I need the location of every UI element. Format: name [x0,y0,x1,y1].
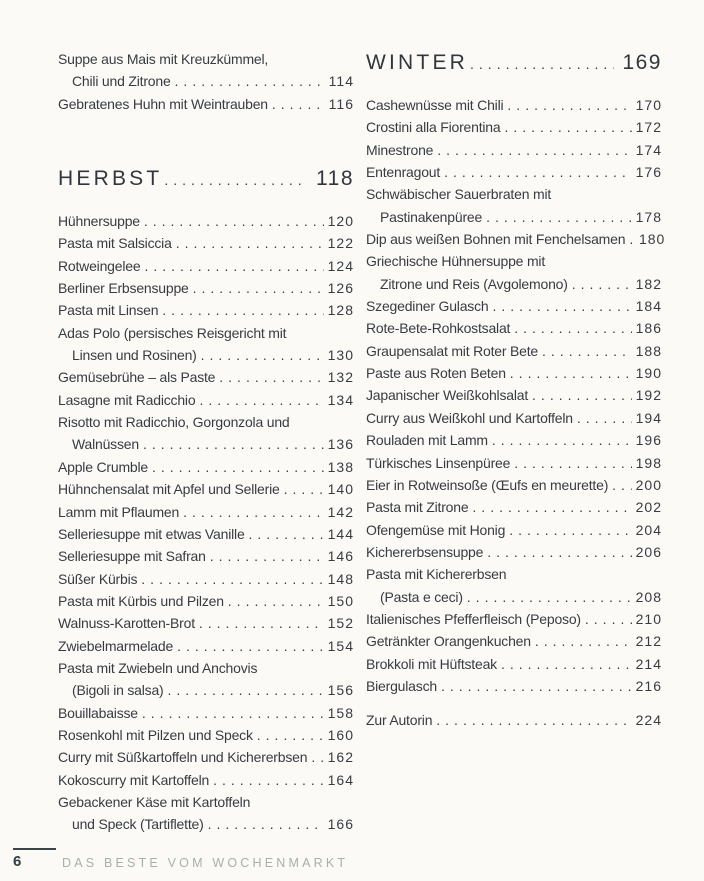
toc-entry [366,295,662,317]
dot-leader [612,474,632,496]
entry-title: Crostini alla Fiorentina [366,119,501,136]
entry-row [366,653,662,675]
entry-title: Pasta mit Salsiccia [58,235,172,252]
entry-page-number: 206 [635,543,662,560]
dot-leader [144,255,324,277]
toc-entry [58,635,354,657]
dot-leader [272,93,324,115]
toc-entry [366,429,662,451]
dot-leader [437,139,632,161]
toc-entry [58,791,354,836]
toc-entry [366,541,662,563]
dot-leader [201,344,324,366]
entry-row [366,474,662,496]
section-page-number: 169 [622,51,662,74]
entry-title: Cashewnüsse mit Chili [366,97,504,113]
entry-title: Apple Crumble [58,458,148,475]
toc-entry [58,456,354,478]
entry-row [366,429,662,451]
entry-title: Zur Autorin [366,712,433,729]
section-heading [366,48,662,79]
toc-entry [366,228,666,250]
entry-row [366,94,662,116]
entry-row [366,273,662,295]
entry-row [58,232,354,254]
dot-leader [532,384,632,406]
dot-leader [535,630,632,652]
entry-page-number: 150 [327,592,354,609]
entry-page-number: 114 [328,73,354,90]
section-heading [58,164,354,195]
entry-page-number: 186 [635,320,662,337]
toc-entry [58,277,354,299]
entry-page-number: 158 [327,704,354,721]
entry-title: Bouillabaisse [58,704,138,721]
dot-leader [441,675,632,697]
entry-title: (Pasta e ceci) [380,588,463,605]
toc-entry [366,161,662,183]
entry-row [58,702,354,724]
dot-leader [436,709,632,731]
entry-title: Pastinakenpüree [380,208,483,225]
toc-entry [58,478,354,500]
entry-page-number: 142 [327,503,354,520]
dot-leader [577,407,632,429]
entry-row [58,523,354,545]
dot-leader [542,340,632,362]
dot-leader [501,653,632,675]
entry-title: Rotweingelee [58,257,141,274]
toc-entry [366,496,662,518]
dot-leader [199,612,324,634]
entry-page-number: 204 [635,521,662,538]
entry-row [58,433,354,455]
entry-row [366,340,662,362]
dot-leader [514,317,632,339]
section-title: WINTER [366,51,469,74]
entry-title-line: Suppe aus Mais mit Kreuzkümmel, [58,51,269,67]
entry-title: Minestrone [366,141,434,158]
entry-page-number: 140 [327,481,354,498]
entry-title: Kokoscurry mit Kartoffeln [58,771,210,788]
entry-page-number: 152 [327,615,354,632]
toc-entry [366,407,662,429]
dot-leader [193,277,324,299]
entry-row [366,630,662,652]
entry-row [366,407,662,429]
dot-leader [162,299,324,321]
entry-title: Italienisches Pfefferfleisch (Peposo) [366,610,581,627]
footer-book-title: DAS BESTE VOM WOCHENMARKT [62,856,349,870]
dot-leader [492,295,632,317]
entry-page-number: 166 [327,816,354,833]
entry-page-number: 132 [327,369,354,386]
dot-leader [228,590,324,612]
entry-row [366,206,662,228]
entry-page-number: 160 [327,726,354,743]
toc-entry [58,210,354,232]
dot-leader [486,206,632,228]
entry-page-number: 116 [328,95,354,112]
dot-leader [284,478,324,500]
entry-title: Selleriesuppe mit Safran [58,548,206,565]
entry-title: Szegediner Gulasch [366,298,489,315]
entry-title: Süßer Kürbis [58,570,138,587]
entry-title: Berliner Erbsensuppe [58,280,189,297]
entry-page-number: 144 [327,525,354,542]
entry-title: Walnüssen [72,436,139,453]
entry-row [366,384,662,406]
entry-page-number: 210 [635,610,662,627]
toc-entry [366,317,662,339]
toc-entry [366,608,662,630]
entry-page-number: 172 [635,119,662,136]
entry-title-line: Pasta mit Zwiebeln und Anchovis [58,659,258,676]
entry-title: Rosenkohl mit Pilzen und Speck [58,726,253,743]
toc-entry [58,232,354,254]
dot-leader [141,568,324,590]
entry-title: Chili und Zitrone [72,73,171,90]
entry-title-line: Adas Polo (persisches Reisgericht mit [58,324,287,341]
toc-entry [58,769,354,791]
entry-row [366,228,666,250]
toc-entry [366,139,662,161]
dot-leader [213,769,324,791]
toc-entry [366,709,662,731]
dot-leader [199,389,324,411]
footer-rule [13,848,56,850]
entry-title: Kichererbsensuppe [366,543,484,560]
entry-page-number: 196 [635,432,662,449]
toc-entry [366,250,662,295]
toc-entry [58,93,354,115]
entry-title: Paste aus Roten Beten [366,365,506,382]
entry-row [58,456,354,478]
entry-row [58,590,354,612]
entry-title: Getränkter Orangenkuchen [366,633,531,650]
entry-title: Lamm mit Pflaumen [58,503,180,520]
entry-page-number: 184 [635,298,662,315]
dot-leader [249,523,324,545]
entry-row [366,161,662,183]
entry-page-number: 182 [635,275,662,292]
entry-title: Pasta mit Zitrone [366,499,469,516]
entry-row [366,608,662,630]
entry-title: Gebratenes Huhn mit Weintrauben [58,95,268,112]
entry-page-number: 120 [327,213,354,230]
toc-entry [58,568,354,590]
toc-entry [366,452,662,474]
entry-title: Pasta mit Kürbis und Pilzen [58,592,224,609]
toc-entry [58,48,354,93]
entry-title-line: Schwäbischer Sauerbraten mit [366,186,552,203]
dot-leader [164,165,306,195]
toc-entry [366,183,662,228]
entry-title: und Speck (Tartiflette) [72,816,204,833]
entry-page-number: 214 [635,655,662,672]
entry-page-number: 190 [635,365,662,382]
entry-page-number: 212 [635,633,662,650]
entry-row [58,746,354,768]
dot-leader [444,161,632,183]
entry-row [58,679,354,701]
dot-leader [572,273,632,295]
entry-title: Curry aus Weißkohl und Kartoffeln [366,409,573,426]
dot-leader [492,429,632,451]
toc-entry [58,590,354,612]
entry-row [366,116,662,138]
section-title: HERBST [58,167,163,191]
spacer [366,697,662,709]
entry-row [58,255,354,277]
toc-entry [366,474,662,496]
toc-entry [366,362,662,384]
toc-entry [58,299,354,321]
entry-row [58,344,354,366]
dot-leader [472,496,632,518]
toc-entry [58,724,354,746]
toc-entry [366,519,662,541]
dot-leader [487,541,632,563]
entry-page-number: 128 [327,302,354,319]
entry-page-number: 164 [327,771,354,788]
dot-leader [142,702,324,724]
entry-title: Türkisches Linsenpüree [366,454,511,471]
entry-title: Rouladen mit Lamm [366,432,488,449]
entry-row [366,295,662,317]
dot-leader [504,116,632,138]
entry-title: Hühnersuppe [58,213,140,230]
entry-title: Biergulasch [366,677,437,694]
toc-entry [58,389,354,411]
entry-page-number: 200 [635,476,662,493]
entry-title: Zwiebelmarmelade [58,637,174,654]
toc-entry [366,116,662,138]
entry-page-number: 156 [327,682,354,699]
entry-title: Gemüsebrühe – als Paste [58,369,216,386]
toc-column-left [58,48,354,836]
dot-leader [509,519,632,541]
entry-title: Curry mit Süßkartoffeln und Kichererbsen [58,749,308,766]
entry-page-number: 154 [327,637,354,654]
toc-entry [58,501,354,523]
entry-title: Walnuss-Karotten-Brot [58,615,195,632]
entry-title-line: Griechische Hühnersuppe mit [366,253,546,270]
toc-entry [58,545,354,567]
entry-page-number: 134 [327,391,354,408]
entry-row [58,501,354,523]
entry-page-number: 198 [635,454,662,471]
entry-title: Entenragout [366,164,441,181]
entry-row [366,139,662,161]
dot-leader [311,746,324,768]
entry-row [58,70,354,92]
dot-leader [210,545,324,567]
entry-row [58,366,354,388]
entry-row [58,769,354,791]
entry-page-number: 224 [635,712,662,729]
dot-leader [175,70,324,92]
entry-title: Lasagne mit Radicchio [58,391,196,408]
entry-title-line: Pasta mit Kichererbsen [366,566,507,583]
entry-title: Selleriesuppe mit etwas Vanille [58,525,245,542]
entry-title: Linsen und Rosinen) [72,347,197,364]
entry-row [58,724,354,746]
toc-entry [366,630,662,652]
entry-page-number: 130 [327,347,354,364]
entry-page-number: 126 [327,280,354,297]
entry-page-number: 194 [635,409,662,426]
toc-entry [58,612,354,634]
dot-leader [168,679,324,701]
entry-row [58,93,354,115]
dot-leader [470,49,614,79]
entry-row [58,389,354,411]
dot-leader [257,724,324,746]
entry-title: Japanischer Weißkohlsalat [366,387,529,404]
entry-title: Rote-Bete-Rohkostsalat [366,320,511,337]
entry-row [366,586,662,608]
entry-page-number: 146 [327,548,354,565]
entry-page-number: 162 [327,749,354,766]
toc-entry [58,366,354,388]
entry-title: (Bigoli in salsa) [72,682,164,699]
entry-page-number: 202 [635,499,662,516]
section-page-number: 118 [316,167,354,191]
entry-title: Eier in Rotweinsoße (Œufs en meurette) [366,476,609,493]
toc-entry [366,340,662,362]
toc-entry [58,657,354,702]
entry-row [58,299,354,321]
entry-page-number: 188 [635,342,662,359]
dot-leader [629,228,635,250]
toc-entry [58,411,354,456]
dot-leader [177,635,324,657]
entry-row [366,541,662,563]
entry-page-number: 180 [638,231,666,248]
toc-entry [366,653,662,675]
dot-leader [144,210,324,232]
entry-row [366,317,662,339]
entry-title-line: Gebackener Käse mit Kartoffeln [58,793,251,810]
entry-row [366,709,662,731]
entry-title: Hühnchensalat mit Apfel und Sellerie [58,481,280,498]
entry-row [58,545,354,567]
entry-title: Brokkoli mit Hüftsteak [366,655,497,672]
entry-row [58,210,354,232]
entry-title-line: Risotto mit Radicchio, Gorgonzola und [58,414,290,431]
entry-page-number: 208 [635,588,662,605]
toc-entry [58,702,354,724]
entry-title: Pasta mit Linsen [58,302,159,319]
entry-page-number: 176 [635,164,662,181]
toc-entry [58,255,354,277]
dot-leader [183,501,324,523]
entry-page-number: 136 [327,436,354,453]
entry-page-number: 174 [635,141,662,158]
entry-row [58,478,354,500]
dot-leader [585,608,632,630]
entry-row [366,496,662,518]
entry-row [58,813,354,835]
toc-entry [58,523,354,545]
dot-leader [176,232,324,254]
dot-leader [219,366,324,388]
entry-row [58,635,354,657]
entry-title: Zitrone und Reis (Avgolemono) [380,275,568,292]
entry-row [366,362,662,384]
entry-row [58,612,354,634]
toc-entry [366,94,662,116]
dot-leader [510,362,632,384]
entry-row [58,568,354,590]
entry-title: Graupensalat mit Roter Bete [366,342,539,359]
toc-entry [58,746,354,768]
dot-leader [208,813,324,835]
toc-column-right [366,48,666,836]
toc-columns [58,48,664,836]
toc-entry [366,384,662,406]
dot-leader [467,586,632,608]
entry-title: Dip aus weißen Bohnen mit Fenchelsamen [366,231,626,248]
entry-row [58,277,354,299]
entry-row [366,519,662,541]
entry-page-number: 124 [327,257,354,274]
entry-page-number: 216 [635,677,662,694]
entry-page-number: 138 [327,458,354,475]
toc-entry [366,563,662,608]
entry-page-number: 192 [635,387,662,404]
dot-leader [507,94,632,116]
toc-entry [366,675,662,697]
entry-title: Ofengemüse mit Honig [366,521,506,538]
entry-row [366,675,662,697]
entry-page-number: 148 [327,570,354,587]
entry-page-number: 170 [635,97,662,113]
entry-row [366,452,662,474]
dot-leader [514,452,632,474]
dot-leader [152,456,324,478]
entry-page-number: 122 [327,235,354,252]
dot-leader [143,433,324,455]
toc-entry [58,322,354,367]
entry-page-number: 178 [635,208,662,225]
page-number: 6 [13,853,22,870]
